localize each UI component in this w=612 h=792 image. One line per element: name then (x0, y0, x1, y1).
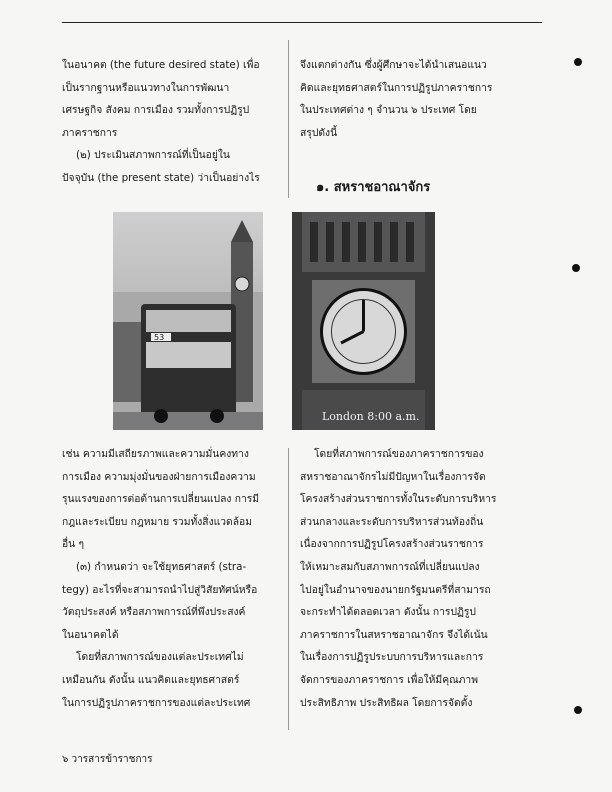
page-footer: ๖ วารสารข้าราชการ (62, 754, 153, 765)
text-line: ให้เหมาะสมกับสภาพการณ์ที่เปลี่ยนแปลง (300, 560, 480, 573)
text-line: ในอนาคต (the future desired state) เพื่อ (62, 59, 260, 71)
text-line: โดยที่สภาพการณ์ของแต่ละประเทศไม่ (76, 651, 244, 664)
text-line: ไปอยู่ในอำนาจของนายกรัฐมนตรีที่สามารถ (300, 583, 491, 596)
text-line: (๒) ประเมินสภาพการณ์ที่เป็นอยู่ใน (76, 149, 230, 162)
text-line: tegy) อะไรที่จะสามารถนำไปสู่วิสัยทัศน์หรือ (62, 583, 258, 596)
column-divider-top (288, 40, 289, 198)
text-line: ในการปฏิรูปภาคราชการของแต่ละประเทศ (62, 696, 251, 709)
binder-hole-mark (574, 58, 582, 66)
text-line: จึงแตกต่างกัน ซึ่งผู้ศึกษาจะได้นำเสนอแนว (300, 59, 487, 71)
right-column-bottom (300, 443, 532, 714)
photo-caption: London 8:00 a.m. (322, 410, 420, 423)
text-line: จัดการของภาคราชการ เพื่อให้มีคุณภาพ (300, 673, 478, 686)
text-line: ภาคราชการในสหราชอาณาจักร จึงได้เน้น (300, 628, 488, 641)
text-line: เหมือนกัน ดังนั้น แนวคิดและยุทธศาสตร์ (62, 673, 240, 686)
text-line: เนื่องจากการปฏิรูปโครงสร้างส่วนราชการ (300, 538, 484, 551)
text-line: วัตถุประสงค์ หรือสภาพการณ์ที่พึงประสงค์ (62, 606, 246, 619)
text-line: เป็นรากฐานหรือแนวทางในการพัฒนา (62, 81, 230, 94)
text-line: เช่น ความมีเสถียรภาพและความมั่นคงทาง (62, 448, 249, 460)
clock-illustration (292, 212, 435, 430)
text-line: ส่วนกลางและระดับการบริหารส่วนท้องถิ่น (300, 515, 484, 528)
bus-number: 53 (154, 333, 165, 342)
photo-bus-big-ben (113, 212, 263, 430)
text-line: ในอนาคตได้ (62, 628, 119, 641)
column-divider-bottom (288, 448, 289, 730)
text-line: ในเรื่องการปฏิรูประบบการบริหารและการ (300, 651, 484, 664)
text-line: ภาคราชการ (62, 126, 118, 139)
bus-illustration (113, 212, 263, 430)
text-line: ปัจจุบัน (the present state) ว่าเป็นอย่างไร (62, 171, 260, 184)
text-line: ในประเทศต่าง ๆ จำนวน ๖ ประเทศ โดย (300, 104, 477, 117)
text-line: ประสิทธิภาพ ประสิทธิผล โดยการจัดตั้ง (300, 696, 473, 709)
binder-hole-mark (574, 706, 582, 714)
section-heading: ๑. สหราชอาณาจักร (316, 180, 431, 195)
text-line: รุนแรงของการต่อต้านการเปลี่ยนแปลง การมี (62, 493, 260, 506)
text-line: จะกระทำได้ตลอดเวลา ดังนั้น การปฏิรูป (300, 606, 476, 619)
binder-hole-mark (572, 264, 580, 272)
text-line: เศรษฐกิจ สังคม การเมือง รวมทั้งการปฏิรูป (62, 104, 250, 117)
text-line: (๓) กำหนดว่า จะใช้ยุทธศาสตร์ (stra- (76, 560, 247, 573)
left-column-bottom (62, 443, 282, 714)
photo-clock-face (292, 212, 435, 430)
text-line: การเมือง ความมุ่งมั่นของฝ่ายการเมืองความ (62, 470, 256, 483)
right-column-top (300, 54, 532, 144)
text-line: สหราชอาณาจักรไม่มีปัญหาในเรื่องการจัด (300, 470, 486, 483)
left-column-top (62, 54, 282, 190)
text-line: อื่น ๆ (62, 538, 85, 551)
text-line: โครงสร้างส่วนราชการทั้งในระดับการบริหาร (300, 493, 497, 506)
top-rule (62, 22, 542, 23)
text-line: คิดและยุทธศาสตร์ในการปฏิรูปภาคราชการ (300, 81, 493, 94)
text-line: กฎและระเบียบ กฎหมาย รวมทั้งสิ่งแวดล้อม (62, 515, 253, 528)
text-line: สรุปดังนี้ (300, 126, 338, 139)
text-line: โดยที่สภาพการณ์ของภาคราชการของ (314, 448, 484, 460)
